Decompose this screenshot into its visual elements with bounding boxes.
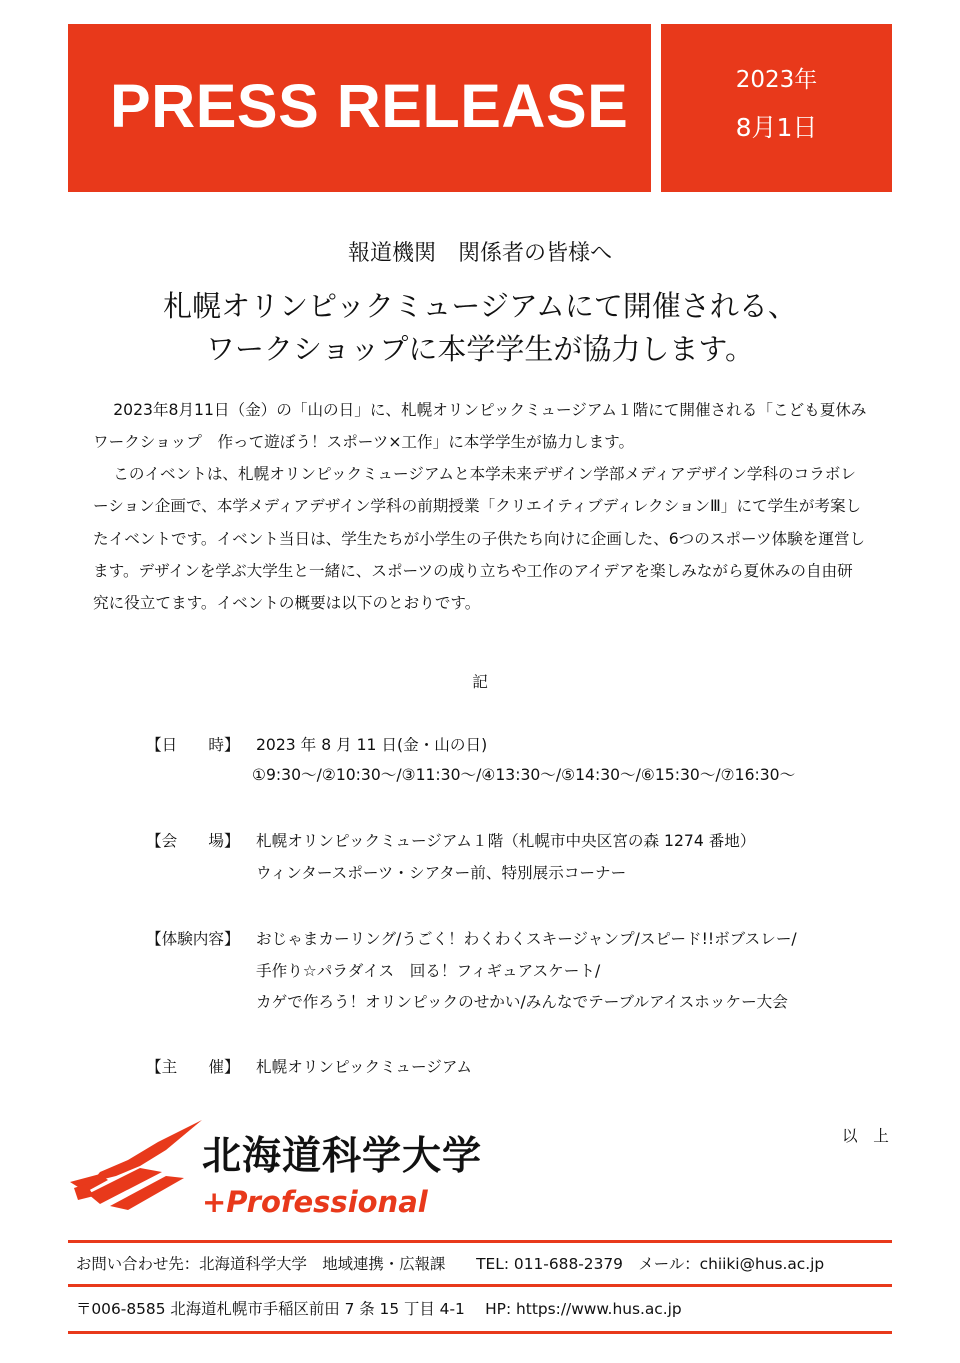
university-name: 北海道科学大学 — [202, 1134, 483, 1179]
content-label: 【体験内容】 — [146, 930, 240, 948]
time-slots: ①9:30～/②10:30～/③11:30～/④13:30～/⑤14:30～/⑥15:30～/⑦16:30～ — [252, 766, 796, 784]
release-date-year: 2023年 — [735, 67, 818, 93]
release-date-box — [661, 24, 892, 192]
ki-marker: 記 — [472, 673, 488, 691]
university-tagline: +Professional — [202, 1185, 428, 1219]
venue-value: 札幌オリンピックミュージアム１階（札幌市中央区宮の森 1274 番地） — [256, 832, 756, 850]
organizer-label: 【主 催】 — [146, 1058, 240, 1076]
press-release-title: PRESS RELEASE — [110, 72, 629, 140]
wing-logo-icon — [70, 1120, 202, 1210]
venue-detail: ウィンタースポーツ・シアター前、特別展示コーナー — [256, 864, 627, 882]
headline-line-1: 札幌オリンピックミュージアムにて開催される、 — [163, 289, 797, 323]
release-date-day: 8月1日 — [735, 113, 818, 142]
body-paragraph-2: このイベントは、札幌オリンピックミュージアムと本学未来デザイン学部メディアデザイン学科のコラボレーション企画で、本学メディアデザイン学科の前期授業「クリエイティブディレクションⅢ」にて学生が考案したイベントです。イベント当日は、学生たちが小学生の子供たち向けに企画した、6つのスポーツ体験を運営します。デザインを学ぶ大学生と一緒に、スポーツの成り立ちや工作のアイデアを楽しみながら夏休みの自由研究に役立てます。イベントの概要は以下のとおりです。 — [93, 465, 866, 613]
body-paragraph-1: 2023年8月11日（金）の「山の日」に、札幌オリンピックミュージアム１階にて開催される「こども夏休みワークショップ 作って遊ぼう！スポーツ×工作」に本学学生が協力します。 — [93, 401, 867, 452]
content-line-2: 手作り☆パラダイス 回る！フィギュアスケート/ — [256, 962, 601, 980]
press-release-banner — [68, 24, 651, 192]
closing-mark: 以 上 — [842, 1127, 889, 1145]
address-info: 〒006-8585 北海道札幌市手稲区前田 7 条 15 丁目 4-1 HP: https://www.hus.ac.jp — [76, 1300, 682, 1318]
venue-label: 【会 場】 — [146, 832, 240, 850]
date-label: 【日 時】 — [146, 736, 240, 754]
contact-info: お問い合わせ先：北海道科学大学 地域連携・広報課 TEL: 011-688-2379 メール：chiiki@hus.ac.jp — [76, 1255, 825, 1273]
footer-rule-middle — [68, 1284, 892, 1287]
organizer-value: 札幌オリンピックミュージアム — [256, 1058, 472, 1076]
content-line-3: カゲで作ろう！オリンピックのせかい/みんなでテーブルアイスホッケー大会 — [256, 993, 788, 1011]
footer-rule-bottom — [68, 1331, 892, 1334]
headline-line-2: ワークショップに本学学生が協力します。 — [205, 332, 755, 366]
addressee: 報道機関 関係者の皆様へ — [347, 241, 612, 266]
date-value: 2023 年 8 月 11 日(金・山の日) — [256, 736, 488, 754]
content-line-1: おじゃまカーリング/うごく！わくわくスキージャンプ/スピード!!ボブスレー/ — [256, 930, 797, 948]
footer-rule-top — [68, 1240, 892, 1243]
